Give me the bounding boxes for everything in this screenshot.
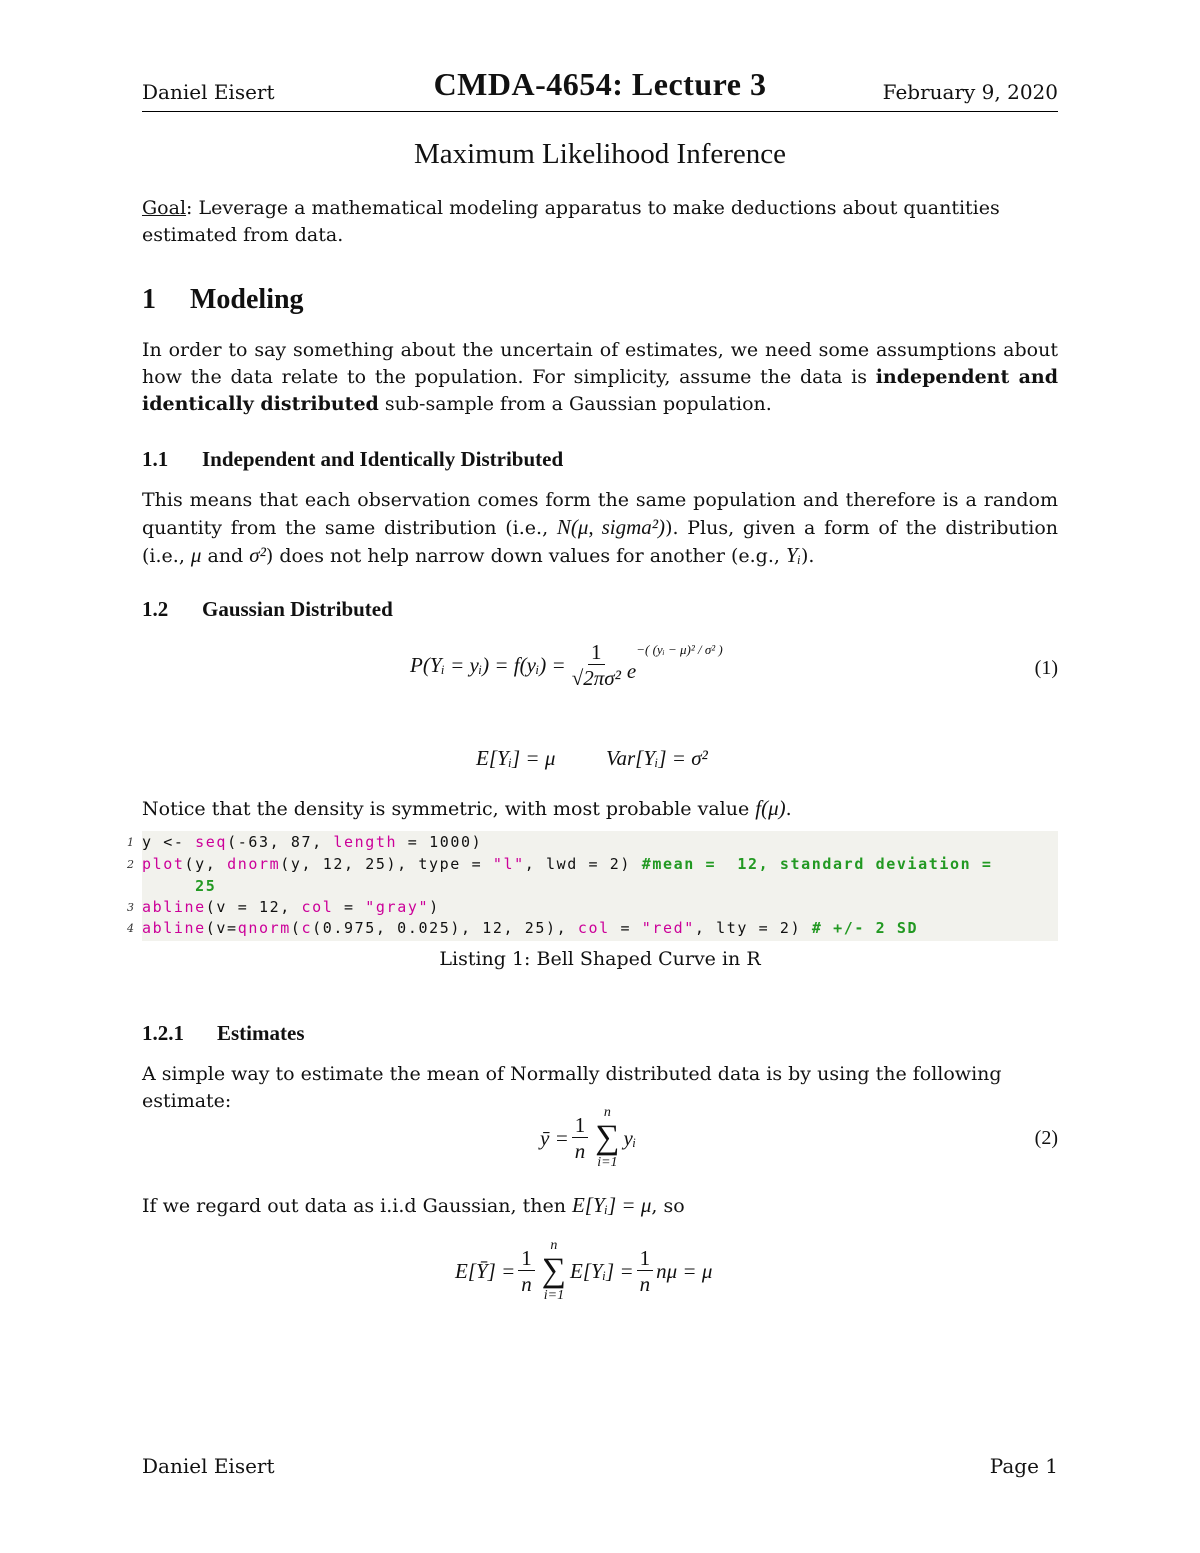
equation-3-numerator: 1	[518, 1246, 535, 1271]
equation-variance: Var[Yᵢ] = σ²	[606, 746, 708, 770]
iid-text-d: ) does not help narrow down values for another (e.g.,	[265, 545, 786, 567]
iid-math-mu: μ	[190, 543, 202, 567]
equation-2-fraction	[572, 1113, 589, 1164]
code-line-number: 1	[127, 836, 134, 849]
equation-1-exponent: −( (yᵢ − μ)² / σ² )	[636, 641, 723, 657]
equation-3-fraction	[518, 1246, 535, 1297]
header-date: February 9, 2020	[882, 80, 1058, 104]
iid-math-yi: Yᵢ	[785, 543, 801, 567]
equation-1-fraction	[569, 640, 624, 691]
code-line-4: 4 abline(v=qnorm(c(0.975, 0.025), 12, 25), col = "red", lty = 2) # +/- 2 SD	[142, 919, 918, 937]
equation-1-numerator: 1	[588, 640, 605, 665]
equation-3	[455, 1238, 712, 1304]
iid-gaussian-math: E[Yᵢ] = μ	[571, 1193, 652, 1217]
equation-2	[540, 1105, 636, 1171]
iid-gaussian-paragraph	[142, 1192, 1058, 1220]
section-1-text-b: sub-sample from a Gaussian population.	[378, 393, 772, 415]
equation-1	[410, 640, 723, 691]
section-1-2-number: 1.2	[142, 597, 169, 621]
iid-text-a: This means that each observation comes form the same population and therefore is a random quantity from the same distribution (i.e.,	[142, 489, 1058, 539]
equation-1-denominator: √2πσ²	[571, 666, 621, 690]
code-line-2-continued: 25	[142, 877, 217, 895]
equation-3-middle: E[Yᵢ] =	[570, 1258, 634, 1283]
iid-math-normal: N(μ, sigma²)	[556, 515, 666, 539]
notice-text: Notice that the density is symmetric, with most probable value	[142, 798, 756, 820]
section-1-paragraph	[142, 337, 1058, 418]
equation-3-numerator-2: 1	[637, 1246, 654, 1271]
document-title: Maximum Likelihood Inference	[413, 138, 787, 170]
summation-lower: i=1	[543, 1288, 565, 1303]
equation-1-label: (1)	[1034, 657, 1058, 679]
iid-gaussian-text-b: , so	[651, 1195, 685, 1217]
header-rule	[142, 111, 1058, 112]
iid-text-e: ).	[800, 545, 815, 567]
section-1-heading	[142, 284, 304, 316]
equation-3-denominator-2: n	[639, 1271, 651, 1296]
goal-paragraph	[142, 195, 1058, 249]
notice-paragraph	[142, 795, 1058, 823]
section-1-1-heading	[142, 447, 563, 472]
goal-label: Goal	[142, 197, 187, 219]
equation-3-denominator: n	[521, 1271, 532, 1296]
equation-2-numerator: 1	[572, 1113, 589, 1138]
section-1-text-a: In order to say something about the uncertain of estimates, we need some assumptions about how the data relate to the population. For simplicity, assume the data is	[142, 339, 1058, 388]
summation-icon: ∑	[595, 1119, 620, 1156]
section-1-1-title: Independent and Identically Distributed	[202, 447, 564, 471]
section-1-2-1-title: Estimates	[217, 1021, 305, 1045]
header-author: Daniel Eisert	[142, 80, 275, 104]
section-1-bold-text: independent and identically distributed	[142, 366, 1058, 415]
equation-mean: E[Yᵢ] = μ	[476, 746, 556, 770]
estimates-paragraph: A simple way to estimate the mean of Normally distributed data is by using the following estimate:	[142, 1063, 1002, 1112]
code-line-number: 4	[127, 922, 134, 935]
notice-end: .	[785, 798, 792, 820]
summation-upper: n	[603, 1105, 611, 1120]
footer-author: Daniel Eisert	[142, 1454, 275, 1478]
equation-3-lhs: E[Ȳ] =	[455, 1258, 516, 1283]
section-1-1-paragraph	[142, 487, 1058, 570]
section-1-2-title: Gaussian Distributed	[202, 597, 393, 621]
code-line-1: 1 y <- seq(-63, 87, length = 1000)	[142, 833, 482, 851]
notice-math: f(μ)	[755, 796, 786, 820]
footer-page-number: Page 1	[989, 1454, 1058, 1478]
listing-caption: Listing 1: Bell Shaped Curve in R	[439, 948, 761, 970]
header-course-title: CMDA-4654: Lecture 3	[433, 66, 767, 102]
summation-lower: i=1	[597, 1155, 618, 1170]
section-1-2-heading	[142, 597, 393, 622]
summation-icon: ∑	[541, 1252, 567, 1289]
equation-2-label: (2)	[1034, 1127, 1058, 1149]
code-listing	[127, 831, 1058, 941]
iid-math-sigma: σ²	[249, 543, 266, 567]
code-line-number: 2	[127, 858, 134, 871]
equation-2-term: yᵢ	[623, 1125, 637, 1150]
section-1-2-1-heading	[142, 1021, 305, 1046]
section-1-1-number: 1.1	[142, 447, 169, 471]
equation-1-e: e	[626, 659, 637, 683]
equation-2-lhs: ȳ =	[540, 1125, 569, 1150]
iid-text-b: ). Plus, given a form of the distribution (i.e.,	[142, 517, 1058, 567]
equation-2-denominator: n	[574, 1138, 586, 1163]
goal-text: : Leverage a mathematical modeling apparatus to make deductions about quantities estimated from data.	[142, 197, 1000, 246]
equation-1-lhs: P(Yᵢ = yᵢ) = f(yᵢ) =	[410, 653, 566, 677]
summation-upper: n	[550, 1238, 558, 1253]
equation-3-fraction-2	[637, 1246, 654, 1297]
equation-3-summation	[542, 1238, 566, 1304]
iid-text-c: and	[201, 545, 250, 567]
section-1-title: Modeling	[190, 284, 304, 315]
iid-gaussian-text-a: If we regard out data as i.i.d Gaussian, then	[142, 1195, 572, 1217]
equation-2-summation	[595, 1105, 619, 1171]
section-1-2-1-number: 1.2.1	[142, 1021, 184, 1045]
equation-3-rhs: nμ = μ	[656, 1258, 713, 1283]
code-line-number: 3	[127, 901, 134, 914]
section-1-number: 1	[142, 284, 156, 315]
code-line-3: 3 abline(v = 12, col = "gray")	[142, 898, 440, 916]
code-line-2: 2 plot(y, dnorm(y, 12, 25), type = "l", lwd = 2) #mean = 12, standard deviation =	[142, 855, 993, 873]
